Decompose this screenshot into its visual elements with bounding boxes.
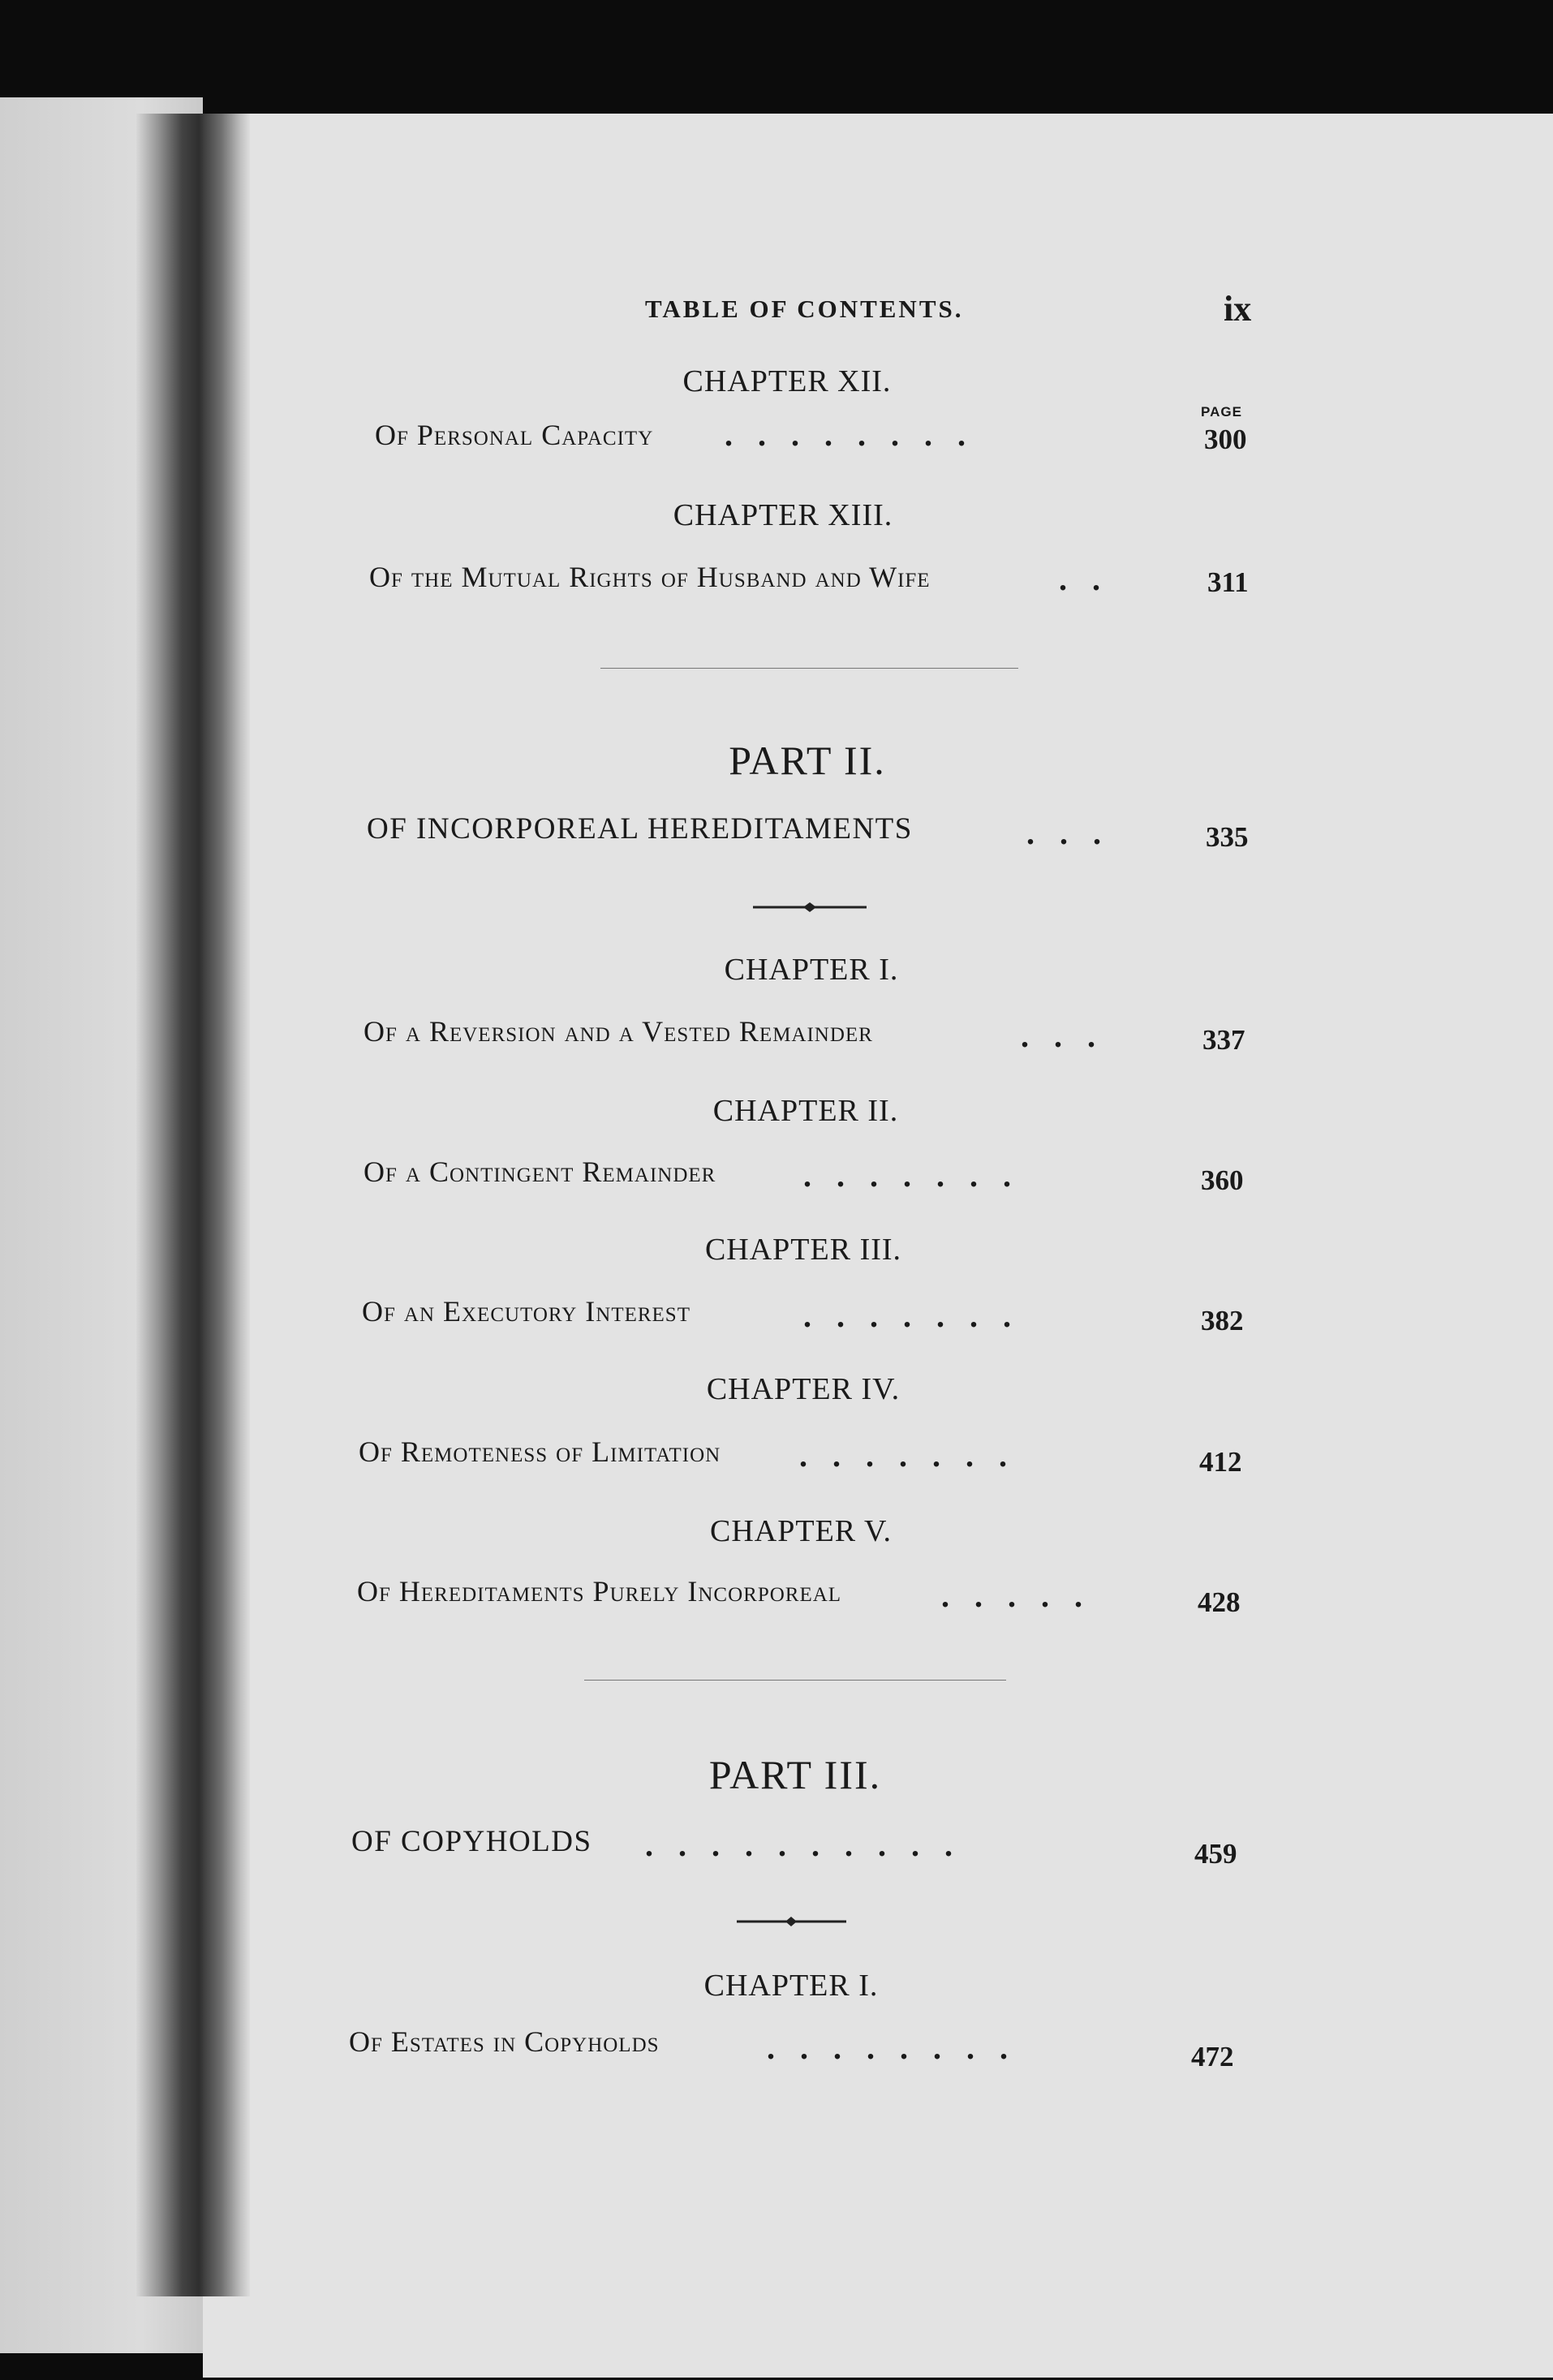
section-divider [584, 1680, 1006, 1681]
part-heading: PART II. [729, 738, 886, 783]
toc-entry-title: Of Estates in Copyholds [349, 2025, 660, 2058]
leader-dots: ....... [799, 1437, 1032, 1474]
leader-dots: .......... [645, 1827, 978, 1863]
chapter-heading: CHAPTER III. [704, 1233, 902, 1267]
toc-entry-page: 311 [1207, 566, 1249, 598]
chapter-heading: CHAPTER XIII. [673, 498, 893, 532]
toc-entry-page: 412 [1199, 1446, 1242, 1478]
leader-dots: ....... [803, 1157, 1036, 1194]
chapter-heading: CHAPTER II. [712, 1094, 899, 1128]
toc-entry-title: Of Remoteness of Limitation [359, 1435, 721, 1468]
chapter-heading: CHAPTER V. [710, 1514, 892, 1548]
chapter-heading: CHAPTER I. [703, 1969, 879, 2003]
page-column-label: PAGE [1201, 404, 1242, 420]
toc-entry-page: 428 [1198, 1586, 1241, 1618]
toc-entry-page: 382 [1201, 1305, 1244, 1336]
ornament-divider [737, 1913, 846, 1930]
chapter-heading: CHAPTER I. [724, 953, 899, 987]
leader-dots: ........ [767, 2029, 1033, 2066]
toc-entry-page: 300 [1204, 424, 1247, 455]
leader-dots: .. [1059, 561, 1125, 597]
ornament-divider [753, 899, 867, 915]
toc-entry-page: 472 [1191, 2041, 1234, 2072]
part-page: 459 [1194, 1838, 1237, 1870]
chapter-heading: CHAPTER IV. [706, 1372, 901, 1406]
toc-entry-title: Of a Reversion and a Vested Remainder [364, 1015, 873, 1048]
toc-entry-title: Of a Contingent Remainder [364, 1156, 716, 1188]
toc-entry-page: 360 [1201, 1164, 1244, 1196]
part-page: 335 [1206, 821, 1249, 853]
part-heading: PART III. [708, 1752, 882, 1797]
running-header: TABLE OF CONTENTS. [645, 295, 964, 323]
part-title: OF INCORPOREAL HEREDITAMENTS [367, 812, 913, 846]
leader-dots: ... [1026, 815, 1126, 851]
part-title: OF COPYHOLDS [351, 1825, 592, 1858]
leader-dots: ..... [941, 1577, 1108, 1614]
leader-dots: ... [1021, 1018, 1121, 1054]
toc-entry-title: Of an Executory Interest [362, 1295, 690, 1328]
section-divider [600, 668, 1018, 669]
leader-dots: ........ [725, 416, 991, 453]
toc-entry-page: 337 [1202, 1024, 1245, 1056]
chapter-heading: CHAPTER XII. [682, 364, 892, 398]
toc-entry-title: Of the Mutual Rights of Husband and Wife [369, 561, 931, 593]
leader-dots: ....... [803, 1298, 1036, 1334]
page-number: ix [1224, 289, 1252, 329]
toc-entry-title: Of Hereditaments Purely Incorporeal [357, 1575, 842, 1607]
toc-entry-title: Of Personal Capacity [375, 419, 654, 451]
